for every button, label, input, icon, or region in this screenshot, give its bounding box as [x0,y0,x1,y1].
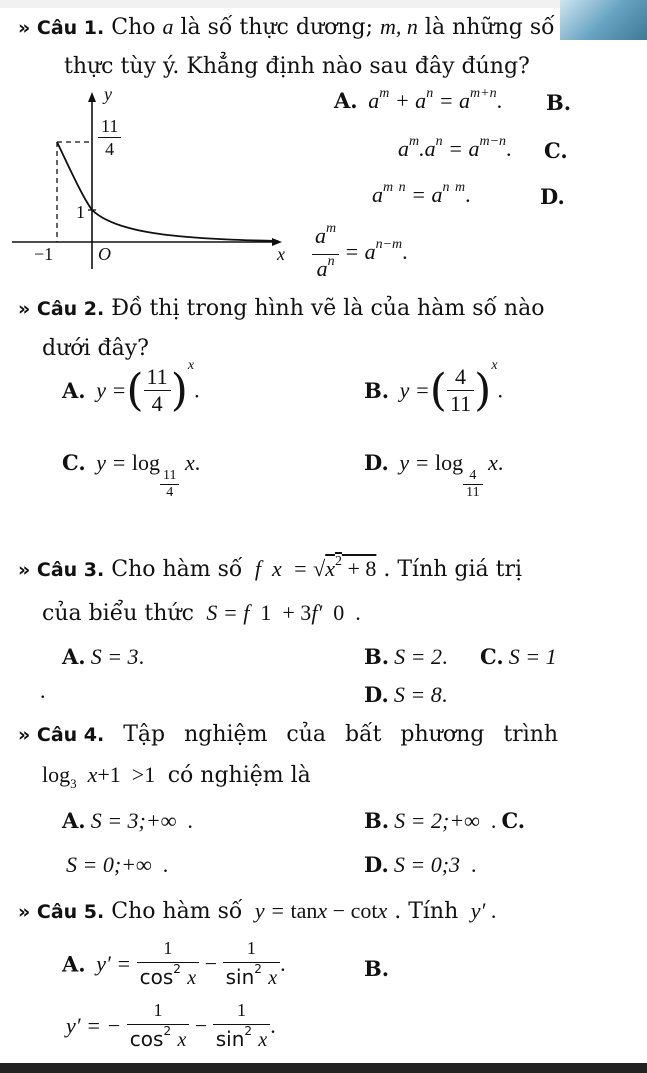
q5-option-b-formula: y′ = − $\frac{1}{\cos^2 x}$ − $\frac{1}{\sin^2 x}$ . [66,996,276,1056]
corner-image [560,0,647,40]
q1-label: » Câu 1. [18,17,105,39]
q4-line2-text: có nghiệm là [167,763,311,788]
q1-text-a: Cho [111,15,156,40]
q2-option-b[interactable]: B. y =( $\frac{4}{11}$ )x. [364,358,504,416]
q2-option-c[interactable]: C. y = log $\frac{11}{4}$ x. [62,450,201,500]
q3-line2-text: của biểu thức [42,601,194,626]
q2-option-d-label: D. [364,450,389,475]
q2-text: Đồ thị trong hình vẽ là của hàm số nào [111,296,545,321]
q3-option-c-label: C. [480,644,504,669]
q4-option-d[interactable]: D. S = 0;3 . [364,852,477,877]
graph-y-label: y [104,84,112,104]
q3-option-d-value: S = 8 [393,682,442,707]
q1-option-b-formula: $a^m.a^n = a^{m-n}$. [398,134,512,161]
q2-option-a[interactable]: A. y =( $\frac{11}{4}$ )x. [62,358,200,416]
q1-line2: thực tùy ý. Khẳng định nào sau đây đúng? [64,54,530,79]
tick-frac-num: 11 [101,116,119,136]
q1-line1 [18,14,555,40]
q3-option-b[interactable]: B. S = 2. [364,644,448,669]
q4-option-a[interactable]: A. S = 3;+∞ . [62,808,193,833]
q4-option-b-label: B. [364,808,390,833]
q3-dot: . [40,678,46,703]
q2-line2: dưới đây? [42,336,149,361]
q2-option-b-label: B. [364,378,390,403]
q2-option-a-label: A. [62,378,86,403]
q3-option-c-value: S = 1 [508,644,557,669]
q1-vars-mn: m, n [380,14,418,39]
q2-option-d[interactable]: D. y = log $\frac{4}{11}$ x. [364,450,504,500]
graph-x-label: x [277,244,285,264]
q5-text1: Cho hàm số [111,899,243,924]
graph-tick-minus1: −1 [34,244,54,264]
q5-option-b-label[interactable]: B. [364,956,390,981]
q3-option-a-value: S = 3 [90,644,139,669]
bottom-bar [0,1063,647,1073]
q1-option-a[interactable]: A. $a^m + a^n = a^{m+n}$. [334,86,503,113]
top-strip [0,0,647,8]
q1-var-a: a [162,14,174,39]
q4-line1 [18,722,558,747]
q4-option-c-label[interactable]: C. [501,808,526,833]
q3-option-a[interactable]: A. S = 3. [62,644,145,669]
q3-text2: . Tính giá trị [383,557,523,582]
q4-line2: $\log_3 x+1 >1$ có nghiệm là [42,762,311,791]
q2-option-c-label: C. [62,450,86,475]
q3-option-c[interactable] [480,644,557,670]
q3-line2: của biểu thức S = f 1 + 3f′ 0 . [42,600,361,626]
graph-tick-1: 1 [76,202,85,222]
q2-label: » Câu 2. [18,298,105,320]
q4-label: » Câu 4. [18,724,105,746]
q1-option-d-formula: $\frac{a^m}{a^n}$ = $a^{n-m}$. [312,222,408,287]
graph-origin: O [98,244,111,264]
q1-option-b-label[interactable]: B. [546,90,572,115]
q4-option-b-value: S = 2;+∞ [394,808,480,833]
q4-option-c[interactable]: S = 0;+∞ . [66,852,169,877]
q3-option-b-value: S = 2 [394,644,443,669]
q1-option-a-formula: $a^m + a^n = a^{m+n}$ [362,86,497,113]
q3-option-d[interactable]: D. S = 8. [364,682,448,707]
exp-graph [10,84,310,274]
q1-option-c-label[interactable]: C. [544,138,568,163]
q3-option-b-label: B. [364,644,390,669]
q3-line1: » Câu 3. Cho hàm số f $x = √x^2 + 8$ . Tính giá trị [18,554,523,582]
q4-option-d-value: S = 0;3 [393,852,461,877]
q1-option-c-formula: $a^m$ $^n = a^n$ $^m$. [372,180,471,207]
q2-line1 [18,296,544,321]
q3-option-a-label: A. [62,644,86,669]
q4-option-c-value: S = 0;+∞ [66,852,152,877]
graph-tick-11-4 [98,115,121,160]
q5-text2: . Tính [394,899,459,924]
tick-frac-den: 4 [98,137,121,160]
q4-text: Tập nghiệm của bất phương trình [123,722,559,747]
q5-label: » Câu 5. [18,901,105,923]
q1-option-d-label[interactable]: D. [540,184,565,209]
q3-text1: Cho hàm số [111,557,243,582]
q4-option-a-value: S = 3;+∞ [90,808,177,833]
exp-curve [57,142,278,241]
q5-option-a[interactable]: A. y′ = $\frac{1}{\cos^2 x}$ − $\frac{1}{\sin^2 x}$ . [62,934,286,994]
q1-option-a-label: A. [334,88,358,113]
q5-option-a-label: A. [62,951,86,977]
q4-option-d-label: D. [364,852,389,877]
y-axis-arrow [88,92,96,102]
q4-option-b[interactable]: B. S = 2;+∞ . C. [364,808,526,833]
q5-line1: » Câu 5. Cho hàm số y = tanx − cotx . Tính y′ . [18,898,497,924]
q1-text-b: là số thực dương; [180,15,374,40]
q3-label: » Câu 3. [18,559,105,581]
q4-option-a-label: A. [62,808,86,833]
q1-text-c: là những số [424,15,555,40]
q3-option-d-label: D. [364,682,389,707]
